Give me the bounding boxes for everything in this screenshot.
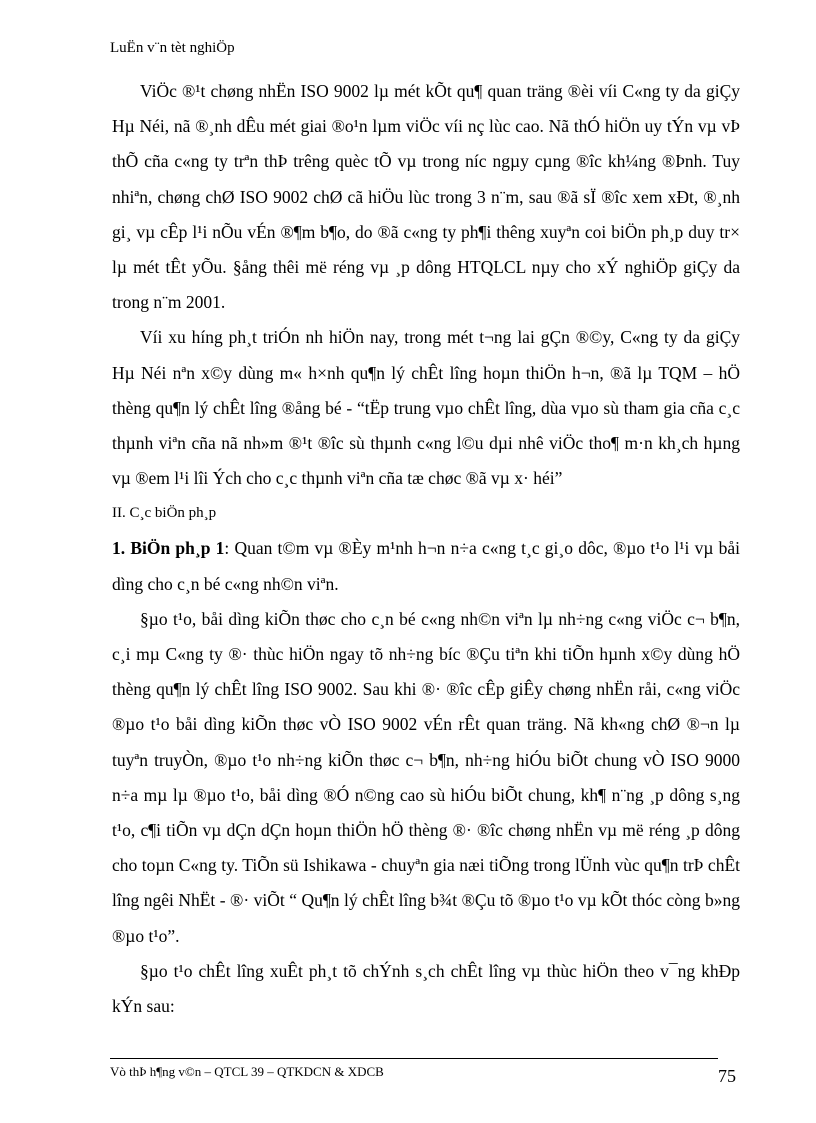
paragraph-training: §µo t¹o, båi dìng kiÕn thøc cho c¸n bé c«ng nh©n viªn lµ nh÷ng c«ng viÖc c¬ b¶n, c¸i mµ C«ng ty ®· thùc hiÖn ngay tõ nh÷ng bíc ®Çu tiªn khi tiÕn hµnh x©y dùng hÖ thèng qu¶n lý chÊt lîng ISO 9002. Sau khi ®· ®îc cÊp giÊy chøng nhËn råi, c«ng viÖc ®µo t¹o båi dìng kiÕn thøc vÒ ISO 9002 vÉn rÊt quan träng. Nã kh«ng chØ ®¬n lµ tuyªn truyÒn, ®µo t¹o nh÷ng kiÕn thøc c¬ b¶n, nh÷ng hiÓu biÕt chung vÒ ISO 9000 n÷a mµ lµ ®µo t¹o, båi dìng ®Ó n©ng cao sù hiÓu biÕt chung, kh¶ n¨ng ¸p dông s¸ng t¹o, c¶i tiÕn vµ dÇn dÇn hoµn thiÖn hÖ thèng ®· ®îc chøng nhËn vµ më réng ¸p dông cho toµn C«ng ty. TiÕn sü Ishikawa - chuyªn gia næi tiÕng trong lÜnh vùc qu¶n trÞ chÊt lîng ngêi NhËt - ®· viÕt “ Qu¶n lý chÊt lîng b¾t ®Çu tõ ®µo t¹o vµ kÕt thóc còng b»ng ®µo t¹o”. [112,608,740,946]
running-header: LuËn v¨n tèt nghiÖp [110,40,235,56]
footer-author: Vò thÞ h¶ng v©n – QTCL 39 – QTKDCN & XDCB [110,1064,384,1079]
measure-1 [112,531,740,601]
page-body [112,74,740,1024]
footer-divider [110,1058,718,1059]
paragraph-quality-training: §µo t¹o chÊt lîng xuÊt ph¸t tõ chÝnh s¸ch chÊt lîng vµ thùc hiÖn theo v¯ng khÐp kÝn sau: [112,960,740,1017]
measure-1-label: 1. BiÖn ph¸p 1 [112,538,225,559]
paragraph-tqm-trend: Víi xu híng ph¸t triÓn nh hiÖn nay, trong mét t¬ng lai gÇn ®©y, C«ng ty da giÇy Hµ Néi nªn x©y dùng m« h×nh qu¶n lý chÊt lîng hoµn thiÖn h¬n, ®ã lµ TQM – hÖ thèng qu¶n lý chÊt lîng ®ång bé - “tËp trung vµo chÊt lîng, dùa vµo sù tham gia cña c¸c thµnh viªn cña nã nh»m ®¹t ®îc sù thµnh c«ng l©u dµi nhê viÖc tho¶ m·n kh¸ch hµng vµ ®em l¹i lîi Ých cho c¸c thµnh viªn cña tæ chøc ®ã vµ x· héi” [112,327,740,489]
measure-1-text: : Quan t©m vµ ®Èy m¹nh h¬n n÷a c«ng t¸c gi¸o dôc, ®µo t¹o l¹i vµ båi dìng cho c¸n bé c«ng nh©n viªn. [112,538,741,594]
paragraph-iso-certification: ViÖc ®¹t chøng nhËn ISO 9002 lµ mét kÕt qu¶ quan träng ®èi víi C«ng ty da giÇy Hµ Néi, nã ®¸nh dÊu mét giai ®o¹n lµm viÖc víi nç lùc cao. Nã thÓ hiÖn uy tÝn vµ vÞ thÕ cña c«ng ty trªn thÞ trêng quèc tÕ vµ trong níc ngµy cµng ®îc kh¼ng ®Þnh. Tuy nhiªn, chøng chØ ISO 9002 chØ cã hiÖu lùc trong 3 n¨m, sau ®ã sÏ ®îc xem xÐt, ®¸nh gi¸ vµ cÊp l¹i nÕu vÉn ®¶m b¶o, do ®ã c«ng ty ph¶i thêng xuyªn coi biÖn ph¸p duy tr× lµ mét tÊt yÕu. §ång thêi më réng vµ ¸p dông HTQLCL nµy cho xÝ nghiÖp giÇy da trong n¨m 2001. [112,81,740,313]
section-heading: II. C¸c biÖn ph¸p [112,505,217,522]
page-number: 75 [718,1066,736,1086]
